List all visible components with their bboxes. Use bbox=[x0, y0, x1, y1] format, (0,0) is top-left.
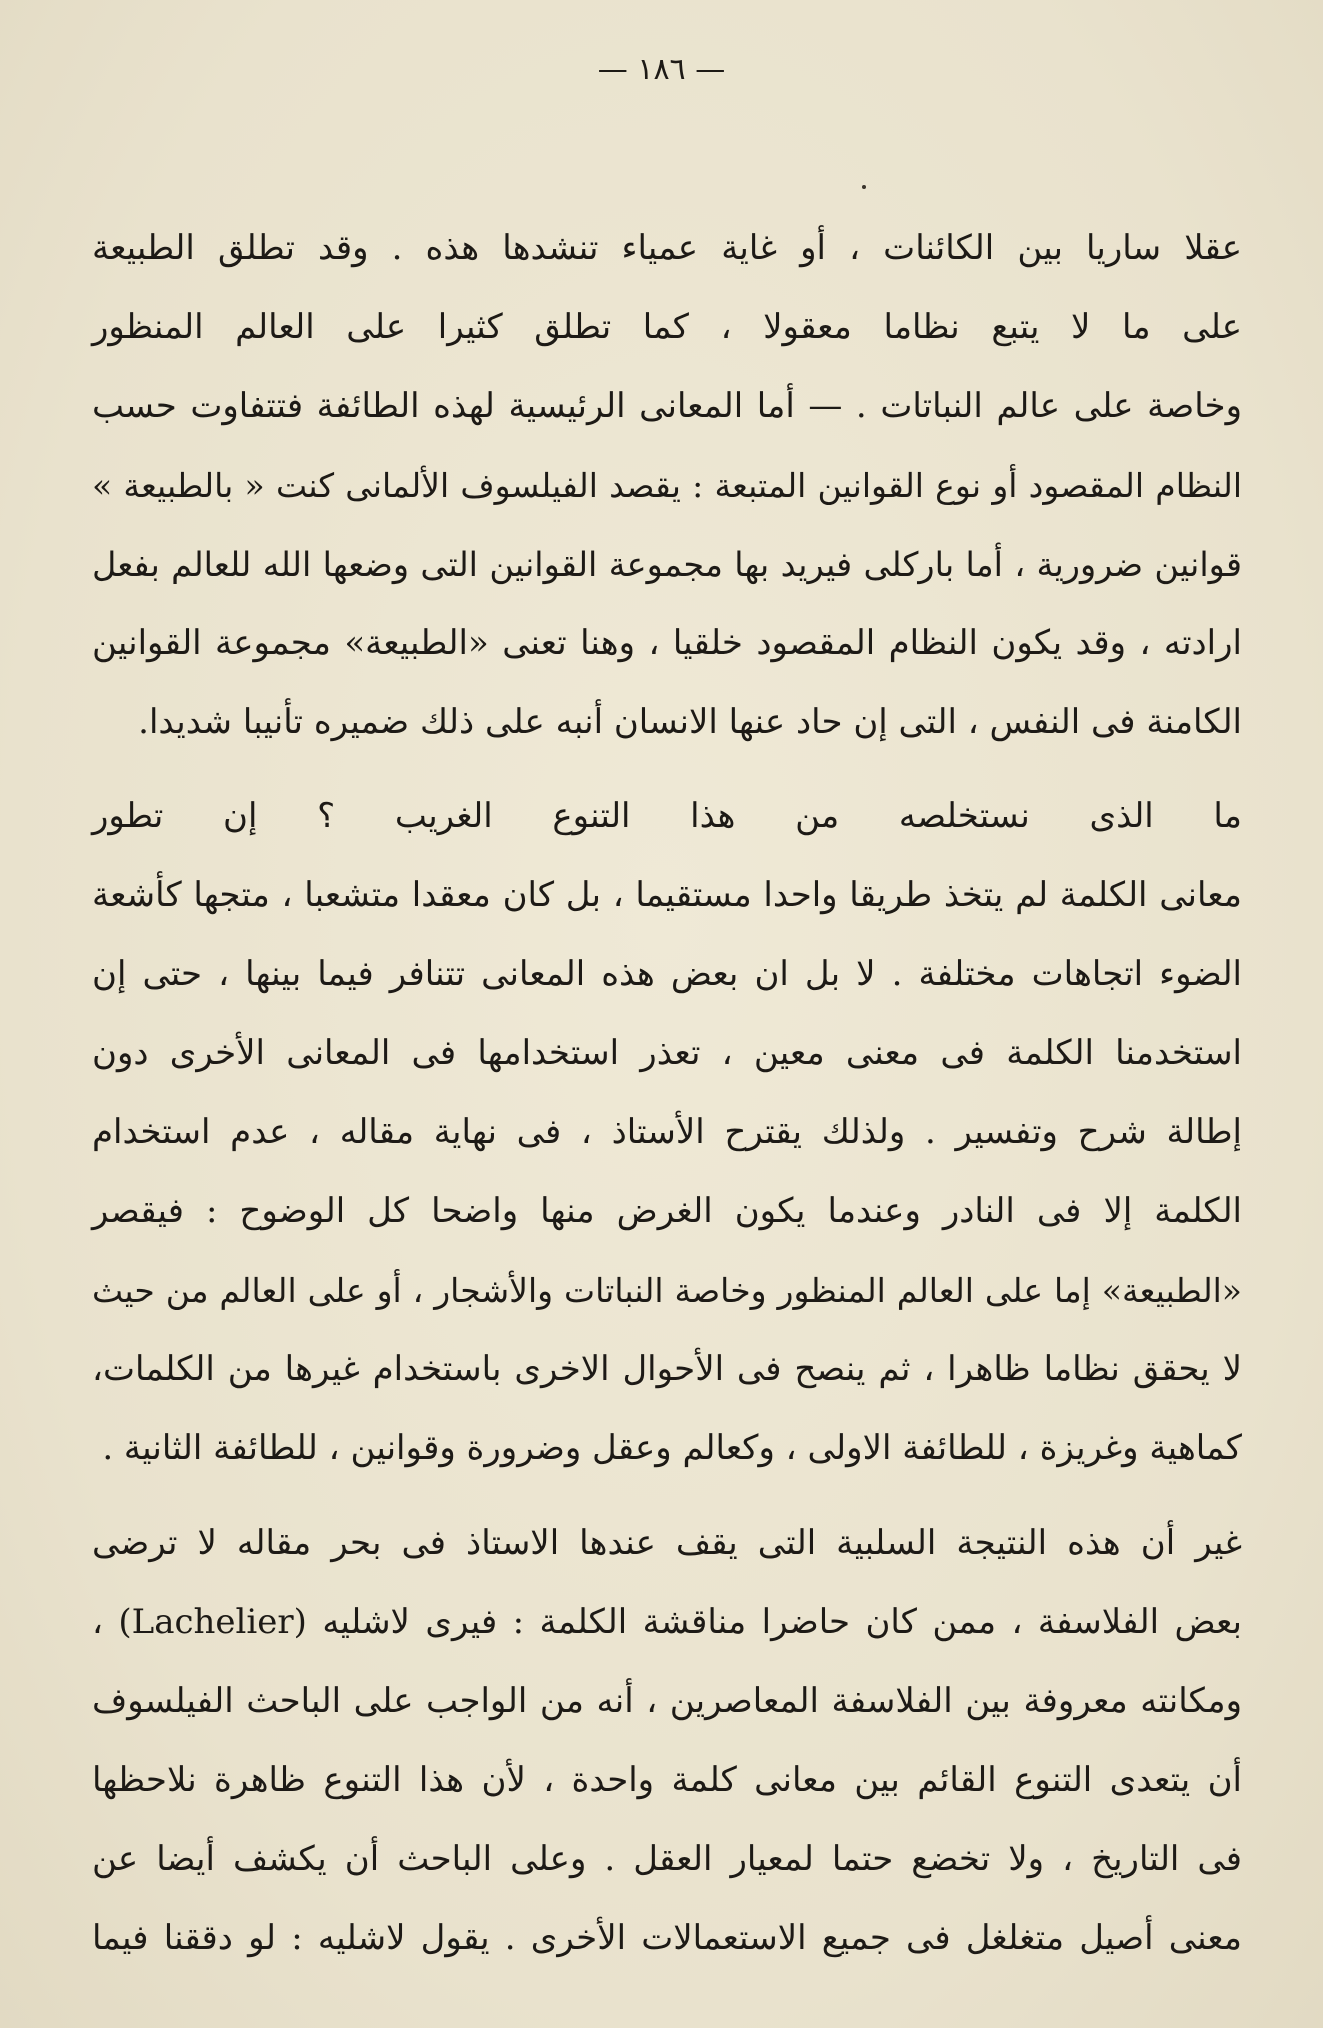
text-line: ما الذى نستخلصه من هذا التنوع الغريب ؟ إن تطور bbox=[92, 796, 1242, 836]
text-line: الكلمة إلا فى النادر وعندما يكون الغرض منها واضحا كل الوضوح : فيقصر bbox=[92, 1191, 1242, 1231]
text-line: «الطبيعة» إما على العالم المنظور وخاصة النباتات والأشجار ، أو على العالم من حيث bbox=[92, 1271, 1242, 1310]
text-line: غير أن هذه النتيجة السلبية التى يقف عندها الاستاذ فى بحر مقاله لا ترضى bbox=[92, 1523, 1242, 1563]
paragraph-3 bbox=[92, 1504, 1242, 1978]
text-line: الضوء اتجاهات مختلفة . لا بل ان بعض هذه المعانى تتنافر فيما بينها ، حتى إن bbox=[92, 954, 1242, 994]
text-line: إطالة شرح وتفسير . ولذلك يقترح الأستاذ ، فى نهاية مقاله ، عدم استخدام bbox=[92, 1112, 1242, 1152]
text-line: كماهية وغريزة ، للطائفة الاولى ، وكعالم وعقل وضرورة وقوانين ، للطائفة الثانية . bbox=[102, 1428, 1242, 1468]
text-line: معانى الكلمة لم يتخذ طريقا واحدا مستقيما ، بل كان معقدا متشعبا ، متجها كأشعة bbox=[92, 875, 1242, 915]
text-line: عقلا ساريا بين الكائنات ، أو غاية عمياء تنشدها هذه . وقد تطلق الطبيعة bbox=[92, 228, 1242, 268]
text-line: وخاصة على عالم النباتات . — أما المعانى الرئيسية لهذه الطائفة فتتفاوت حسب bbox=[92, 386, 1242, 426]
text-line: الكامنة فى النفس ، التى إن حاد عنها الانسان أنبه على ذلك ضميره تأنيبا شديدا. bbox=[138, 702, 1242, 742]
text-line: قوانين ضرورية ، أما باركلى فيريد بها مجموعة القوانين التى وضعها الله للعالم بفعل bbox=[92, 545, 1242, 584]
text-line: ومكانته معروفة بين الفلاسفة المعاصرين ، أنه من الواجب على الباحث الفيلسوف bbox=[92, 1681, 1242, 1721]
text-line: فى التاريخ ، ولا تخضع حتما لمعيار العقل . وعلى الباحث أن يكشف أيضا عن bbox=[92, 1839, 1242, 1879]
text-line: استخدمنا الكلمة فى معنى معين ، تعذر استخدامها فى المعانى الأخرى دون bbox=[92, 1033, 1243, 1073]
text-line: لا يحقق نظاما ظاهرا ، ثم ينصح فى الأحوال الاخرى باستخدام غيرها من الكلمات، bbox=[92, 1349, 1242, 1389]
page-number: — ١٨٦ — bbox=[597, 52, 726, 87]
paragraph-1 bbox=[92, 209, 1242, 762]
text-line: على ما لا يتبع نظاما معقولا ، كما تطلق كثيرا على العالم المنظور bbox=[92, 307, 1242, 347]
text-line: معنى أصيل متغلغل فى جميع الاستعمالات الأخرى . يقول لاشليه : لو دققنا فيما bbox=[92, 1918, 1242, 1958]
paragraph-2 bbox=[92, 777, 1242, 1488]
text-line: أن يتعدى التنوع القائم بين معانى كلمة واحدة ، لأن هذا التنوع ظاهرة نلاحظها bbox=[92, 1760, 1242, 1800]
text-line: ارادته ، وقد يكون النظام المقصود خلقيا ، وهنا تعنى «الطبيعة» مجموعة القوانين bbox=[92, 623, 1242, 663]
text-line: النظام المقصود أو نوع القوانين المتبعة : يقصد الفيلسوف الألمانى كنت « بالطبيعة » bbox=[92, 466, 1242, 505]
ink-speck bbox=[862, 185, 866, 189]
text-line: بعض الفلاسفة ، ممن كان حاضرا مناقشة الكلمة : فيرى لاشليه (Lachelier) ، bbox=[92, 1602, 1242, 1642]
